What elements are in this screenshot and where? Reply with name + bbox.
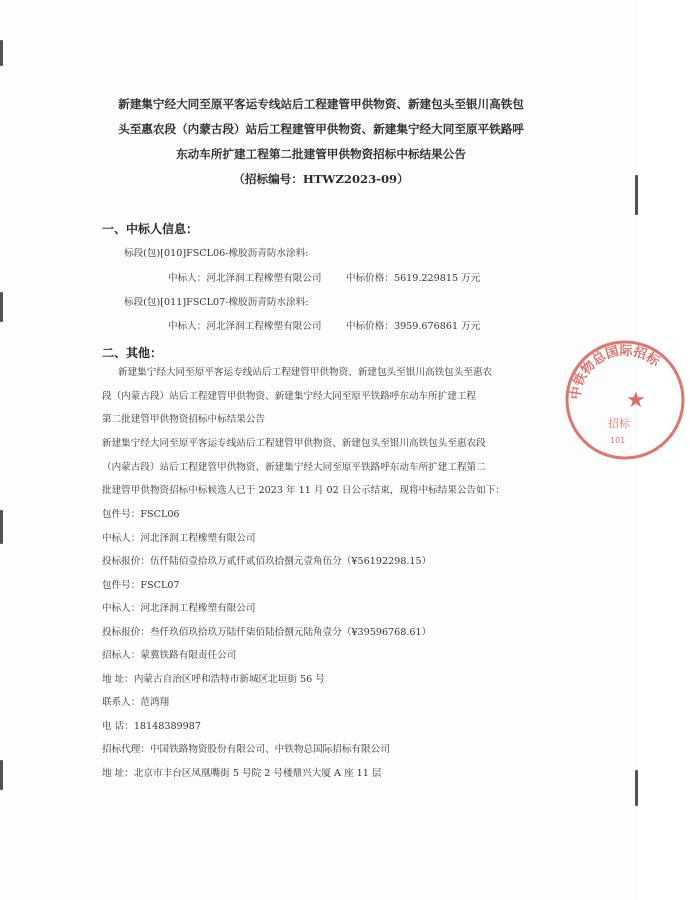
title-line: 头至惠农段（内蒙古段）站后工程建管甲供物资、新建集宁经大同至原平铁路呼 [118, 122, 524, 136]
tender-agent: 招标代理：中国铁路物资股份有限公司、中铁物总国际招标有限公司 [102, 744, 390, 755]
winning-price: 中标价格：3959.676861 万元 [346, 321, 481, 332]
announcement-title-paragraph [102, 361, 530, 432]
tendering-party: 招标人：蒙冀铁路有限责任公司 [102, 650, 237, 661]
section-heading-other: 二、其他： [102, 346, 163, 360]
winner-name: 中标人：河北泽润工程橡塑有限公司 [168, 321, 322, 332]
bid-price: 投标报价：叁仟玖佰玖拾玖万陆仟柒佰陆拾捌元陆角壹分（¥39596768.61） [102, 626, 432, 638]
winning-price: 中标价格：5619.229815 万元 [346, 273, 481, 284]
bid-price: 投标报价：伍仟陆佰壹拾玖万贰仟贰佰玖拾捌元壹角伍分（¥56192298.15） [102, 556, 432, 567]
paragraph-line: 段（内蒙古段）站后工程建管甲供物资、新建集宁经大同至原平铁路呼东动车所扩建工程 [102, 390, 477, 402]
lot-label: 标段(包)[010]FSCL06-橡胶沥青防水涂料: [124, 248, 309, 259]
lot-label: 标段(包)[011]FSCL07-橡胶沥青防水涂料: [124, 297, 309, 308]
winning-bidder: 中标人：河北泽润工程橡塑有限公司 [102, 603, 256, 614]
paragraph-line: 新建集宁经大同至原平客运专线站后工程建管甲供物资、新建包头至银川高铁包头至惠农段 [102, 438, 486, 449]
svg-text:招标: 招标 [608, 417, 630, 430]
binding-mark [635, 770, 638, 806]
package-number: 包件号：FSCL06 [102, 509, 180, 520]
binding-mark [635, 175, 638, 215]
official-seal [560, 335, 690, 465]
section-heading-winner-info: 一、中标人信息： [102, 222, 199, 236]
announcement-body-paragraph [102, 432, 530, 503]
svg-text:101: 101 [610, 436, 626, 445]
award-details [102, 503, 530, 785]
binding-mark [0, 40, 3, 66]
binding-mark [0, 510, 3, 544]
document-title [86, 92, 556, 192]
paragraph-line: 新建集宁经大同至原平客运专线站后工程建管甲供物资、新建包头至银川高铁包头至惠农 [118, 367, 493, 378]
paragraph-line: （内蒙古段）站后工程建管甲供物资、新建集宁经大同至原平铁路呼东动车所扩建工程第二 [102, 461, 486, 473]
binding-mark [0, 292, 3, 322]
svg-text:★: ★ [626, 388, 646, 413]
contact-person: 联系人：范鸿翔 [102, 697, 170, 708]
winner-name: 中标人：河北泽润工程橡塑有限公司 [168, 273, 322, 284]
tender-number: （招标编号：HTWZ2023-09） [233, 172, 409, 186]
title-line: 新建集宁经大同至原平客运专线站后工程建管甲供物资、新建包头至银川高铁包 [118, 97, 524, 111]
paragraph-line: 第二批建管甲供物资招标中标结果公告 [102, 414, 266, 425]
tender-agent-address: 地 址：北京市丰台区凤凰嘴街 5 号院 2 号楼鼎兴大厦 A 座 11 层 [102, 767, 382, 779]
winning-bidder: 中标人：河北泽润工程橡塑有限公司 [102, 532, 256, 544]
contact-phone: 电 话：18148389987 [102, 720, 201, 732]
tendering-party-address: 地 址：内蒙古自治区呼和浩特市新城区北垣街 56 号 [102, 673, 325, 685]
paragraph-line: 批建管甲供物资招标中标候选人已于 2023 年 11 月 02 日公示结束，现将中标结果公告如下： [102, 485, 505, 496]
package-number: 包件号：FSCL07 [102, 579, 180, 591]
binding-mark [0, 760, 3, 790]
title-line: 东动车所扩建工程第二批建管甲供物资招标中标结果公告 [176, 147, 466, 161]
svg-text:中铁物总国际招标: 中铁物总国际招标 [568, 343, 663, 401]
